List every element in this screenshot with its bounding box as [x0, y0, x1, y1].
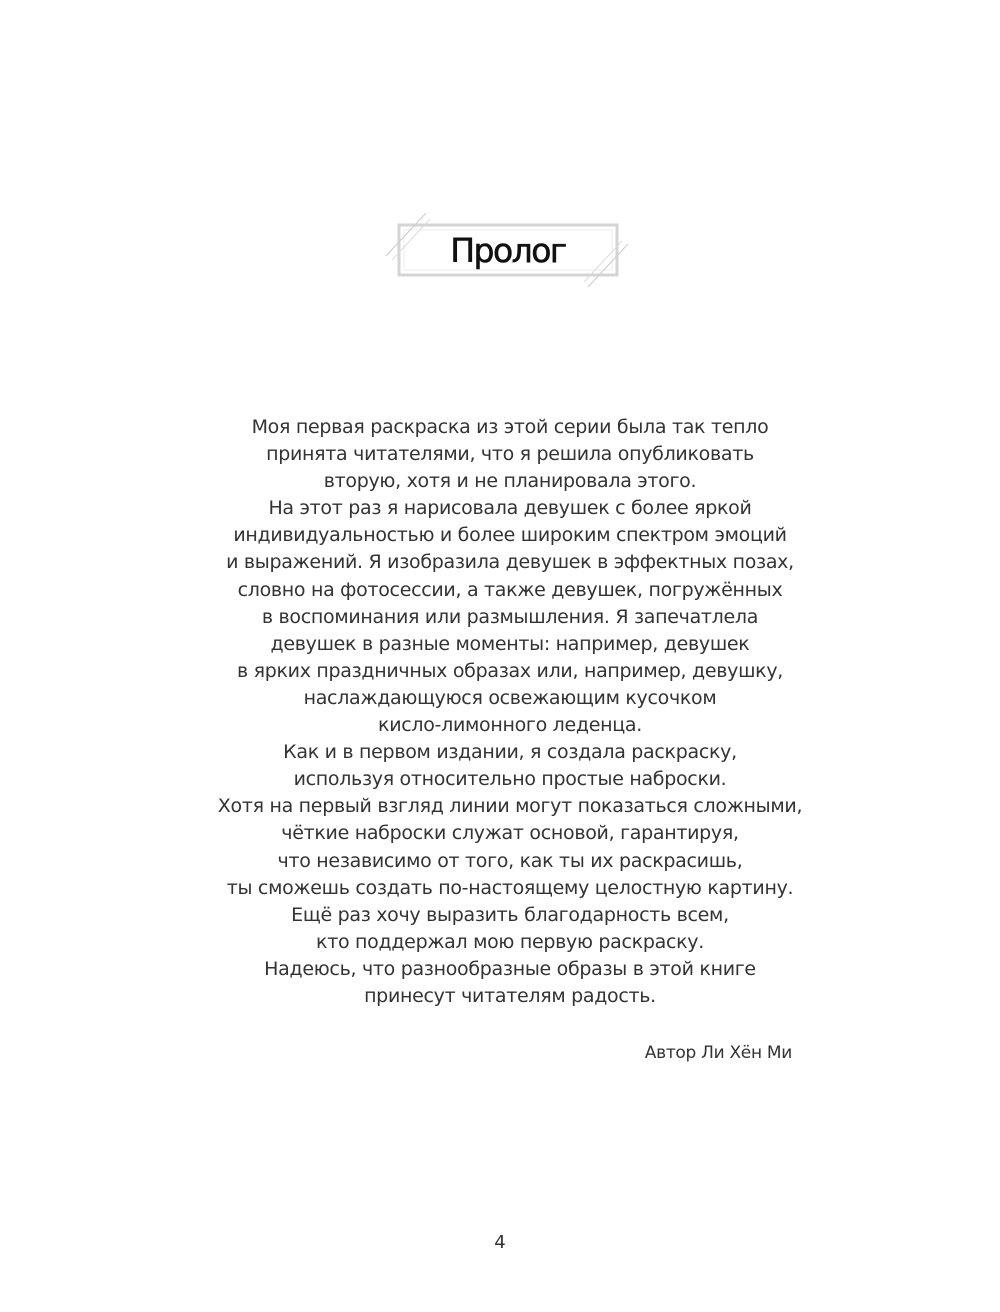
body-line: что независимо от того, как ты их раскрасишь, [277, 849, 743, 872]
body-line: Ещё раз хочу выразить благодарность всем, [291, 903, 729, 926]
body-line: принесут читателям радость. [364, 984, 656, 1007]
body-line: кто поддержал мою первую раскраску. [316, 930, 704, 953]
body-line: используя относительно простые наброски. [293, 768, 727, 791]
title-box [399, 225, 617, 275]
page-number: 4 [494, 1232, 506, 1253]
prologue-body [180, 414, 840, 1010]
body-line: Моя первая раскраска из этой серии была так тепло [251, 416, 769, 438]
body-line: кисло-лимонного леденца. [378, 714, 642, 737]
body-line: в воспоминания или размышления. Я запечатлела [261, 605, 759, 628]
body-line: ты сможешь создать по-настоящему целостную картину. [226, 876, 794, 899]
body-line: Как и в первом издании, я создала раскраску, [283, 741, 737, 764]
body-line: девушек в разные моменты: например, девушек [270, 632, 750, 655]
body-line: На этот раз я нарисовала девушек с более яркой [268, 497, 752, 520]
body-line: вторую, хотя и не планировала этого. [323, 470, 697, 493]
page-title: Пролог [450, 230, 566, 270]
title-frame [378, 210, 638, 290]
body-line: чёткие наброски служат основой, гарантируя, [281, 822, 739, 845]
body-line: и выражений. Я изобразила девушек в эффектных позах, [226, 551, 794, 574]
author-signature: Автор Ли Хён Ми [644, 1043, 792, 1063]
body-line: индивидуальностью и более широким спектром эмоций [233, 524, 787, 547]
body-line: словно на фотосессии, а также девушек, погружённых [237, 578, 783, 601]
body-line: Хотя на первый взгляд линии могут показаться сложными, [217, 795, 803, 818]
body-line: принята читателями, что я решила опубликовать [266, 443, 754, 466]
body-line: Надеюсь, что разнообразные образы в этой книге [264, 957, 756, 980]
body-line: в ярких праздничных образах или, например, девушку, [236, 659, 784, 682]
body-line: наслаждающуюся освежающим кусочком [303, 686, 717, 709]
